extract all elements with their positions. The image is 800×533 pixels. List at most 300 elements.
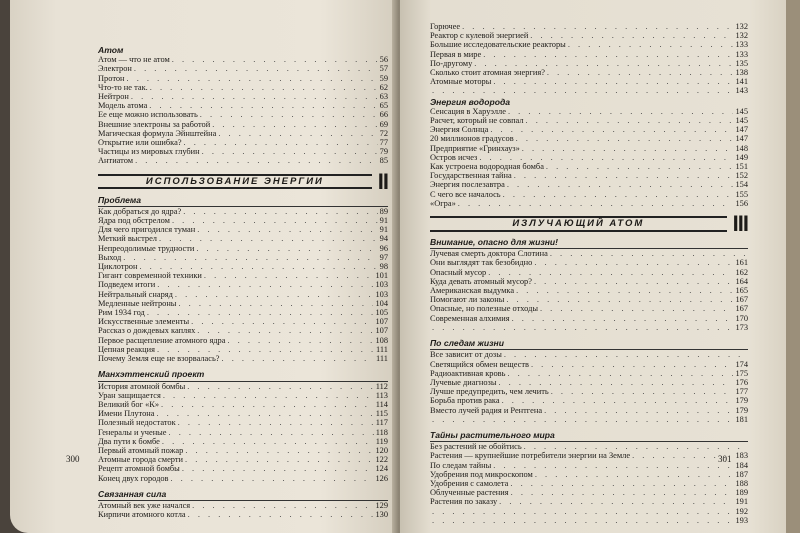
dot-leader [178, 299, 373, 308]
toc-entry [98, 129, 388, 138]
toc-entry [98, 446, 388, 455]
toc-entry-page: 63 [379, 92, 388, 102]
toc-list [98, 501, 388, 519]
toc-entry-page: 141 [735, 77, 748, 87]
dot-leader [502, 396, 734, 405]
toc-entry-page: 79 [379, 147, 388, 157]
toc-entry-page: 132 [735, 31, 748, 41]
toc-entry-page: 147 [735, 134, 748, 144]
toc-entry [98, 308, 388, 317]
dot-leader [432, 415, 733, 424]
toc-list [98, 382, 388, 483]
dot-leader [218, 129, 377, 138]
left-page-contents [98, 44, 388, 519]
toc-entry-title: Меткий выстрел [98, 234, 157, 244]
toc-entry-page: 145 [735, 106, 748, 116]
dot-leader [178, 418, 374, 427]
section-title: Внимание, опасно для жизни! [430, 238, 748, 249]
dot-leader [510, 479, 733, 488]
toc-entry-title: Облученные растения [430, 488, 509, 498]
dot-leader [488, 268, 733, 277]
toc-entry-title: Рим 1934 год [98, 308, 145, 318]
toc-entry-title: Нейтрон [98, 92, 129, 102]
toc-entry [430, 249, 748, 258]
toc-entry [430, 40, 748, 49]
toc-entry-page: 66 [379, 110, 388, 120]
toc-entry [430, 77, 748, 86]
toc-entry-page: 124 [375, 464, 388, 474]
toc-entry [430, 369, 748, 378]
toc-entry-title: Вместо лучей радия и Рентгена [430, 405, 543, 415]
toc-entry-page: 62 [379, 82, 388, 92]
dot-leader [516, 286, 733, 295]
dot-leader [432, 516, 733, 525]
toc-entry [98, 391, 388, 400]
toc-entry [98, 147, 388, 156]
toc-entry-page: 176 [735, 377, 748, 387]
dot-leader [150, 83, 378, 92]
toc-entry-page: 103 [375, 289, 388, 299]
section-title: Манхэттенский проект [98, 370, 388, 381]
toc-entry-page: 122 [375, 455, 388, 465]
dot-leader [182, 464, 374, 473]
left-page [10, 0, 398, 533]
dot-leader [546, 162, 734, 171]
toc-entry-page: 101 [375, 271, 388, 281]
section-title: Связанная сила [98, 490, 388, 501]
toc-entry [430, 68, 748, 77]
toc-entry-page: 96 [379, 243, 388, 253]
toc-entry-page: 173 [735, 322, 748, 332]
toc-entry-title: Электрон [98, 64, 132, 74]
toc-entry [430, 171, 748, 180]
toc-entry-page: 117 [375, 418, 388, 428]
dot-leader [504, 350, 746, 359]
dot-leader [188, 510, 374, 519]
toc-entry-page: 104 [375, 298, 388, 308]
toc-entry [98, 253, 388, 262]
toc-entry [98, 437, 388, 446]
toc-entry-title: Атомный век уже начался [98, 500, 191, 510]
toc-entry-title: Без растений не обойтись [430, 442, 522, 452]
toc-entry [430, 86, 748, 95]
toc-entry-page: 129 [375, 500, 388, 510]
toc-entry-title: Магическая формула Эйнштейна [98, 128, 217, 138]
section-title: Тайны растительного мира [430, 431, 748, 442]
dot-leader [522, 144, 734, 153]
toc-entry-title: Первая в мире [430, 49, 482, 59]
toc-entry [98, 244, 388, 253]
dot-leader [149, 101, 377, 110]
toc-entry [430, 59, 748, 68]
toc-entry-page: 111 [376, 354, 388, 364]
dot-leader [514, 171, 734, 180]
toc-entry-title: По следам тайны [430, 460, 492, 470]
toc-entry-title: Полезный недостаток [98, 418, 176, 428]
toc-entry-page: 130 [375, 510, 388, 520]
toc-entry-page: 167 [735, 304, 748, 314]
toc-entry [98, 101, 388, 110]
section-title: По следам жизни [430, 339, 748, 350]
dot-leader [172, 55, 378, 64]
dot-leader [185, 455, 373, 464]
dot-leader [139, 262, 377, 271]
toc-entry-title: Растения — крупнейшие потребители энергии на Земле [430, 451, 631, 461]
toc-entry [430, 323, 748, 332]
toc-entry [98, 92, 388, 101]
toc-entry-title: Удобрения под микроскопом [430, 469, 533, 479]
toc-entry-title: Ядра под обстрелом [98, 216, 170, 226]
toc-entry-title: Помогают ли законы [430, 295, 505, 305]
toc-entry [430, 107, 748, 116]
toc-entry [430, 470, 748, 479]
toc-list [430, 249, 748, 332]
toc-entry-page: 143 [735, 86, 748, 96]
toc-entry-title: 20 миллионов градусов [430, 134, 514, 144]
toc-entry [98, 55, 388, 64]
toc-entry [430, 304, 748, 313]
toc-entry-page: 89 [379, 206, 388, 216]
toc-entry [430, 268, 748, 277]
toc-entry [430, 479, 748, 488]
dot-leader [227, 336, 373, 345]
toc-entry-page: 189 [735, 488, 748, 498]
dot-leader [479, 153, 733, 162]
toc-entry [430, 396, 748, 405]
section-title: Проблема [98, 196, 388, 207]
toc-entry-page: 107 [375, 326, 388, 336]
toc-entry-title: Радиоактивная кровь [430, 368, 506, 378]
toc-entry [430, 387, 748, 396]
toc-entry [98, 280, 388, 289]
dot-leader [187, 382, 374, 391]
toc-entry-page: 161 [735, 258, 748, 268]
dot-leader [157, 280, 373, 289]
toc-entry [98, 336, 388, 345]
dot-leader [535, 470, 734, 479]
toc-entry [430, 258, 748, 267]
toc-entry-title: Уран защищается [98, 390, 161, 400]
toc-entry-title: Куда девать атомный мусор? [430, 276, 532, 286]
toc-entry-page: 135 [735, 58, 748, 68]
dot-leader [147, 308, 374, 317]
toc-entry [430, 442, 748, 451]
toc-entry-title: Государственная тайна [430, 171, 512, 181]
toc-entry-title: «Огра» [430, 198, 456, 208]
dot-leader [183, 207, 377, 216]
toc-entry [98, 474, 388, 483]
toc-entry-title: Циклотрон [98, 262, 138, 272]
toc-entry-page: 184 [735, 460, 748, 470]
toc-entry [98, 216, 388, 225]
toc-entry [430, 199, 748, 208]
toc-entry-page: 155 [735, 189, 748, 199]
toc-entry-page: 165 [735, 286, 748, 296]
toc-entry [430, 461, 748, 470]
toc-entry-page: 91 [379, 216, 388, 226]
toc-entry-title: Атом — что не атом [98, 55, 170, 65]
toc-entry [98, 317, 388, 326]
toc-entry-title: Опасные, но полезные отходы [430, 304, 538, 314]
toc-entry-title: Опасный мусор [430, 267, 487, 277]
toc-entry-page: 187 [735, 469, 748, 479]
dot-leader [172, 216, 378, 225]
toc-entry-page: 94 [379, 234, 388, 244]
toc-entry [430, 162, 748, 171]
dot-leader [212, 120, 377, 129]
toc-entry [98, 110, 388, 119]
toc-entry [430, 125, 748, 134]
toc-entry-title: Светящийся обмен веществ [430, 359, 529, 369]
toc-entry [98, 455, 388, 464]
toc-entry-title: Искусственные элементы [98, 317, 190, 327]
toc-entry-page: 115 [375, 409, 388, 419]
dot-leader [131, 92, 378, 101]
toc-entry-title: Подведем итоги [98, 280, 156, 290]
toc-entry-title: Большие исследовательские реакторы [430, 40, 566, 50]
dot-leader [169, 428, 374, 437]
toc-entry-page: 111 [376, 344, 388, 354]
toc-list [430, 350, 748, 424]
dot-leader [524, 442, 746, 451]
dot-leader [534, 277, 733, 286]
part-title: ИЗЛУЧАЮЩИЙ АТОМ [430, 216, 727, 231]
toc-entry-title: Великий бог «К» [98, 399, 160, 409]
toc-entry-title: Как добраться до ядра? [98, 206, 182, 216]
toc-entry [98, 418, 388, 427]
toc-entry-title: Предприятие «Гринхауз» [430, 143, 520, 153]
toc-entry-page: 118 [375, 427, 388, 437]
toc-entry-page: 193 [735, 515, 748, 525]
dot-leader [170, 474, 373, 483]
dot-leader [159, 234, 378, 243]
toc-entry [430, 31, 748, 40]
toc-entry-title: Внешние электроны за работой [98, 119, 211, 129]
toc-entry [430, 516, 748, 525]
dot-leader [493, 77, 733, 86]
dot-leader [507, 180, 734, 189]
toc-entry [98, 290, 388, 299]
toc-entry-page: 174 [735, 359, 748, 369]
toc-entry-title: С чего все началось [430, 189, 501, 199]
toc-entry-page: 114 [375, 399, 388, 409]
right-page-contents [430, 22, 748, 525]
dot-leader [547, 68, 734, 77]
dot-leader [516, 134, 734, 143]
toc-entry-title: Два пути к бомбе [98, 436, 160, 446]
page-number: 301 [718, 454, 732, 464]
dot-leader [511, 488, 734, 497]
part-numeral: II [377, 168, 388, 194]
page-stack-edge [786, 0, 800, 533]
dot-leader [483, 50, 733, 59]
toc-entry [430, 451, 748, 460]
toc-entry-title: Первый атомный пожар [98, 445, 184, 455]
toc-entry-title: Реактор с кулевой энергией [430, 31, 529, 41]
toc-entry-title: Кирпичи атомного котла [98, 510, 186, 520]
toc-entry-title: Имени Плутона [98, 409, 155, 419]
toc-entry-title: Энергия послезавтра [430, 180, 505, 190]
toc-entry [98, 120, 388, 129]
toc-entry-page: 149 [735, 152, 748, 162]
dot-leader [184, 138, 378, 147]
toc-entry-title: Почему Земля еще не взорвалась? [98, 354, 220, 364]
toc-entry-page: 192 [735, 506, 748, 516]
toc-entry-title: Медленные нейтроны [98, 298, 177, 308]
toc-entry-title: Атомные моторы [430, 77, 492, 87]
dot-leader [503, 190, 734, 199]
toc-entry [98, 464, 388, 473]
toc-entry-page: 181 [735, 414, 748, 424]
toc-entry-page: 164 [735, 276, 748, 286]
toc-list [430, 22, 748, 96]
dot-leader [156, 409, 373, 418]
toc-entry-title: Удобрения с самолета [430, 478, 509, 488]
dot-leader [507, 369, 733, 378]
toc-entry-page: 179 [735, 396, 748, 406]
toc-entry [430, 116, 748, 125]
toc-entry-page: 133 [735, 40, 748, 50]
toc-entry-title: Модель атома [98, 101, 148, 111]
toc-entry [98, 354, 388, 363]
toc-entry-title: Лучевая смерть доктора Слотина [430, 249, 548, 259]
toc-entry [430, 488, 748, 497]
toc-entry-title: Открытие или ошибка? [98, 138, 182, 148]
dot-leader [432, 323, 733, 332]
toc-entry [98, 156, 388, 165]
toc-entry [98, 501, 388, 510]
toc-entry [430, 50, 748, 59]
dot-leader [204, 271, 374, 280]
toc-entry [98, 400, 388, 409]
toc-entry-title: Для чего пригодился туман [98, 225, 196, 235]
dot-leader [512, 314, 734, 323]
toc-entry-title: Горючее [430, 22, 461, 31]
toc-entry [430, 378, 748, 387]
toc-entry-title: История атомной бомбы [98, 381, 186, 391]
toc-entry-page: 65 [379, 101, 388, 111]
toc-entry-title: Атомные города смерти [98, 455, 183, 465]
toc-entry [430, 507, 748, 516]
toc-entry-page: 59 [379, 73, 388, 83]
toc-entry-page: 91 [379, 225, 388, 235]
toc-entry-page: 113 [375, 390, 388, 400]
dot-leader [540, 304, 733, 313]
part-title: ИСПОЛЬЗОВАНИЕ ЭНЕРГИИ [98, 174, 372, 189]
dot-leader [197, 326, 373, 335]
dot-leader [175, 290, 374, 299]
right-page [400, 0, 788, 533]
toc-entry-page: 138 [735, 68, 748, 78]
dot-leader [462, 22, 733, 31]
toc-entry-page: 154 [735, 180, 748, 190]
toc-entry-title: Борьба против рака [430, 396, 500, 406]
toc-entry [430, 406, 748, 415]
toc-entry-page: 77 [379, 138, 388, 148]
dot-leader [474, 59, 733, 68]
toc-entry [430, 144, 748, 153]
dot-leader [498, 378, 733, 387]
toc-entry-title: Американская выдумка [430, 286, 515, 296]
toc-entry-page: 183 [735, 451, 748, 461]
dot-leader [544, 406, 733, 415]
toc-entry-page: 85 [379, 156, 388, 166]
part-numeral: III [732, 211, 748, 237]
toc-entry-page: 98 [379, 262, 388, 272]
toc-entry-page: 156 [735, 198, 748, 208]
toc-entry-page: 145 [735, 116, 748, 126]
dot-leader [162, 437, 374, 446]
toc-list [98, 55, 388, 165]
toc-entry [98, 345, 388, 354]
toc-entry-page: 133 [735, 49, 748, 59]
toc-entry-title: Выход [98, 252, 122, 262]
toc-entry-page: 170 [735, 313, 748, 323]
toc-entry-title: Первое расщепление атомного ядра [98, 335, 226, 345]
toc-entry-page: 97 [379, 252, 388, 262]
toc-entry [98, 225, 388, 234]
dot-leader [499, 497, 733, 506]
toc-entry [430, 134, 748, 143]
dot-leader [127, 74, 378, 83]
toc-entry-title: Ее еще можно использовать [98, 110, 198, 120]
toc-entry-page: 132 [735, 22, 748, 31]
toc-entry-page: 148 [735, 143, 748, 153]
toc-entry-page: 126 [375, 473, 388, 483]
toc-entry-title: Генералы и ученые [98, 427, 167, 437]
toc-entry-title: Энергия Солнца [430, 125, 489, 135]
toc-entry-page: 188 [735, 478, 748, 488]
toc-entry-page: 175 [735, 368, 748, 378]
toc-entry-title: Сколько стоит атомная энергия? [430, 68, 545, 78]
toc-entry-title: Современная алхимия [430, 313, 510, 323]
dot-leader [123, 253, 377, 262]
toc-entry [430, 286, 748, 295]
toc-entry-page: 147 [735, 125, 748, 135]
part-heading [98, 168, 388, 194]
toc-entry-page: 105 [375, 308, 388, 318]
toc-entry-page: 108 [375, 335, 388, 345]
toc-entry [430, 314, 748, 323]
toc-entry [98, 510, 388, 519]
toc-entry [98, 382, 388, 391]
dot-leader [161, 400, 374, 409]
section-title: Атом [98, 45, 124, 55]
part-heading [430, 211, 748, 237]
toc-entry-title: Они выглядят так безобидно [430, 258, 533, 268]
toc-entry [430, 415, 748, 424]
toc-entry-title: Остров исчез [430, 152, 478, 162]
section-title: Энергия водорода [430, 96, 511, 107]
toc-entry-page: 56 [379, 55, 388, 65]
toc-entry-title: Расчет, который не совпал [430, 116, 524, 126]
dot-leader [530, 31, 733, 40]
toc-list [98, 207, 388, 363]
toc-entry-page: 57 [379, 64, 388, 74]
toc-entry [98, 74, 388, 83]
dot-leader [550, 249, 746, 258]
toc-list [430, 107, 748, 208]
dot-leader [432, 86, 733, 95]
toc-entry-title: Сенсация в Харуэлле [430, 106, 506, 116]
toc-entry-title: Антиатом [98, 156, 134, 166]
toc-entry [98, 326, 388, 335]
toc-entry [430, 22, 748, 31]
dot-leader [191, 317, 373, 326]
dot-leader [185, 446, 373, 455]
toc-entry-title: Непреодолимые трудности [98, 243, 195, 253]
toc-entry-title: По-другому [430, 58, 473, 68]
